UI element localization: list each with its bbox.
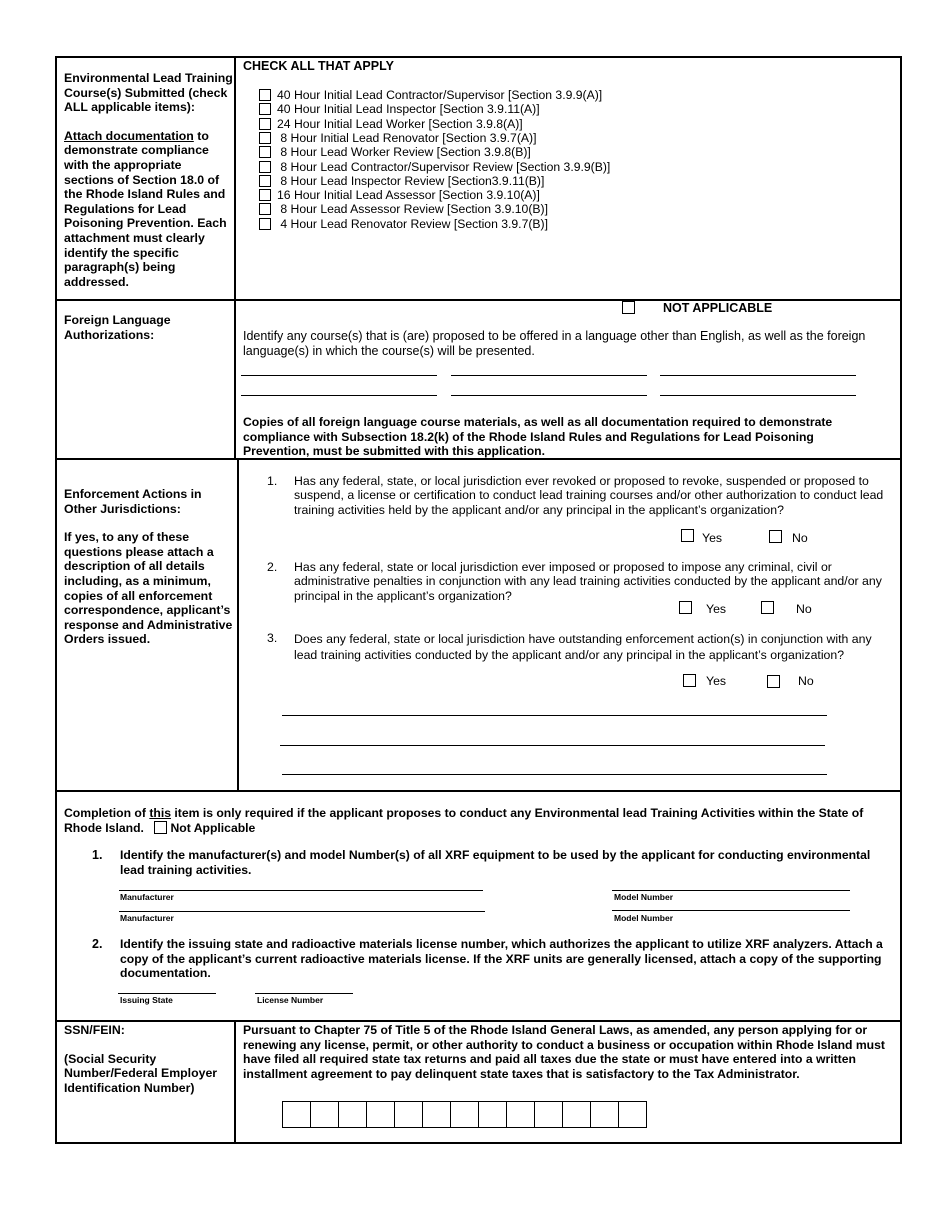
row-divider [57, 1020, 900, 1022]
ssn-digit-box[interactable] [282, 1101, 311, 1128]
model-number-line[interactable] [612, 910, 850, 911]
course-label: 8 Hour Lead Assessor Review [Section 3.9.10(B)] [277, 202, 548, 217]
model-number-caption: Model Number [614, 892, 674, 902]
xrf-not-applicable-label: Not Applicable [170, 820, 256, 835]
tax-compliance-text: Pursuant to Chapter 75 of Title 5 of the Rhode Island General Laws, as amended, any person applying for or renewing any license, permit, or other authority to conduct a business or occupation within Rhode Island must have filed all required state tax returns and paid all taxes due the state or must have entered into a written installment agreement to pay delinquent state taxes that is satisfactory to the Tax Administrator. [243, 1023, 885, 1081]
issuing-state-line[interactable] [118, 993, 216, 994]
ssn-digit-box[interactable] [618, 1101, 647, 1128]
course-checkbox[interactable] [259, 161, 271, 173]
courses-label-attach [64, 129, 234, 290]
course-checkbox[interactable] [259, 189, 271, 201]
foreign-not-applicable-checkbox[interactable] [622, 301, 635, 314]
explanation-line[interactable] [282, 774, 827, 775]
xrf-intro-post: item is only required if the applicant proposes to conduct any Environmental lead Training Activities within the State of Rhode Island. [64, 806, 864, 835]
course-label: 8 Hour Lead Worker Review [Section 3.9.8(B)] [277, 145, 531, 160]
q2-no-checkbox[interactable] [761, 601, 774, 614]
xrf-intro-pre: Completion of [64, 806, 150, 820]
q2-yes-checkbox[interactable] [679, 601, 692, 614]
manufacturer-line[interactable] [119, 890, 483, 891]
q3-no-checkbox[interactable] [767, 675, 780, 688]
course-label: 16 Hour Initial Lead Assessor [Section 3.9.10(A)] [277, 188, 540, 203]
foreign-materials-note: Copies of all foreign language course materials, as well as all documentation required to demonstrate compliance with Subsection 18.2(k) of the Rhode Island Rules and Regulations for Lead Poisoning Prevention, must be submitted with this application. [243, 415, 833, 458]
q3-yes-label: Yes [706, 674, 727, 688]
q1-yes-label: Yes [702, 531, 723, 545]
license-number-caption: License Number [257, 995, 324, 1005]
course-label: 8 Hour Lead Contractor/Supervisor Review [Section 3.9.9(B)] [277, 159, 611, 174]
xrf-intro [64, 806, 894, 835]
course-name-line[interactable] [451, 375, 647, 376]
ssn-digit-box[interactable] [506, 1101, 535, 1128]
question-text: Does any federal, state or local jurisdiction have outstanding enforcement action(s) in conjunction with any lead training activities conducted by the applicant and/or any principal in the applicant’s organization? [294, 632, 872, 662]
xrf-item2-text: Identify the issuing state and radioactive materials license number, which authorizes the applicant to utilize XRF analyzers. Attach a copy of the applicant’s current radioactive materials license. If the XRF units are generally licensed, attach a copy of the supporting documentation. [120, 937, 883, 980]
row-divider [57, 790, 900, 792]
attach-documentation-underlined: Attach documentation [64, 128, 194, 143]
course-name-line[interactable] [241, 375, 437, 376]
ssn-digit-boxes[interactable] [283, 1101, 647, 1128]
license-number-line[interactable] [255, 993, 353, 994]
ssn-digit-box[interactable] [394, 1101, 423, 1128]
manufacturer-line[interactable] [119, 911, 485, 912]
ssn-digit-box[interactable] [590, 1101, 619, 1128]
language-line[interactable] [241, 395, 437, 396]
xrf-item2-number: 2. [92, 937, 103, 951]
foreign-instruction: Identify any course(s) that is (are) proposed to be offered in a language other than English, as well as the foreign language(s) in which the course(s) will be presented. [243, 329, 866, 358]
course-label: 40 Hour Initial Lead Contractor/Supervisor [Section 3.9.9(A)] [277, 88, 603, 102]
question-text: Has any federal, state, or local jurisdiction ever revoked or proposed to revoke, suspended or proposed to suspend, a license or certification to conduct lead training courses and/or other authorization to conduct lead training activities held by the applicant and/or any principal in the applicant’s organization? [294, 474, 884, 517]
language-line[interactable] [451, 395, 647, 396]
courses-label-title: Environmental Lead Training Course(s) Submitted (check ALL applicable items): [64, 71, 233, 115]
q2-no-label: No [796, 602, 812, 616]
course-label: 4 Hour Lead Renovator Review [Section 3.9.7(B)] [277, 216, 548, 231]
ssn-digit-box[interactable] [366, 1101, 395, 1128]
model-number-line[interactable] [612, 890, 850, 891]
row-divider [57, 299, 900, 301]
column-divider [234, 1020, 236, 1144]
model-number-caption: Model Number [614, 913, 674, 923]
column-divider [234, 58, 236, 458]
check-all-heading: CHECK ALL THAT APPLY [243, 59, 394, 73]
explanation-line[interactable] [282, 715, 827, 716]
column-divider [237, 458, 239, 790]
xrf-item1-text: Identify the manufacturer(s) and model Number(s) of all XRF equipment to be used by the applicant for conducting environmental lead training activities. [120, 848, 871, 877]
xrf-not-applicable-checkbox[interactable] [154, 821, 167, 834]
ssn-label [64, 1023, 229, 1095]
course-name-line[interactable] [660, 375, 856, 376]
explanation-line[interactable] [280, 745, 825, 746]
enforcement-label-instruction: If yes, to any of these questions please attach a description of all details including, as a minimum, copies of all enforcement correspondence, applicant’s response and Administrative Orders issued. [64, 530, 233, 647]
course-checkbox[interactable] [259, 132, 271, 144]
course-label: 8 Hour Initial Lead Renovator [Section 3.9.7(A)] [277, 130, 537, 145]
xrf-intro-underlined: this [149, 806, 171, 820]
xrf-item1-number: 1. [92, 848, 103, 862]
course-checkbox[interactable] [259, 203, 271, 215]
q1-no-label: No [792, 531, 808, 545]
ssn-digit-box[interactable] [450, 1101, 479, 1128]
course-checkbox[interactable] [259, 218, 271, 230]
application-form-page [55, 56, 902, 1144]
course-checkbox[interactable] [259, 146, 271, 158]
foreign-label: Foreign Language Authorizations: [64, 313, 171, 342]
ssn-digit-box[interactable] [338, 1101, 367, 1128]
ssn-label-sub: (Social Security Number/Federal Employer Identification Number) [64, 1051, 218, 1095]
manufacturer-caption: Manufacturer [120, 892, 174, 902]
enforcement-label [64, 487, 234, 647]
course-label: 24 Hour Initial Lead Worker [Section 3.9.8(A)] [277, 116, 523, 131]
foreign-not-applicable-label: NOT APPLICABLE [663, 301, 773, 315]
q3-no-label: No [798, 674, 814, 688]
enforcement-label-title: Enforcement Actions in Other Jurisdictions: [64, 487, 202, 516]
ssn-digit-box[interactable] [478, 1101, 507, 1128]
course-checkbox[interactable] [259, 175, 271, 187]
issuing-state-caption: Issuing State [120, 995, 173, 1005]
q2-yes-label: Yes [706, 602, 727, 616]
ssn-label-title: SSN/FEIN: [64, 1023, 125, 1037]
courses-label [64, 71, 234, 289]
ssn-digit-box[interactable] [534, 1101, 563, 1128]
q1-no-checkbox[interactable] [769, 530, 782, 543]
course-label: 40 Hour Initial Lead Inspector [Section 3.9.11(A)] [277, 102, 540, 117]
course-checkbox[interactable] [259, 89, 271, 101]
ssn-digit-box[interactable] [422, 1101, 451, 1128]
language-line[interactable] [660, 395, 856, 396]
ssn-digit-box[interactable] [310, 1101, 339, 1128]
course-checkbox[interactable] [259, 118, 271, 130]
course-checkbox[interactable] [259, 103, 271, 115]
attach-documentation-text: to demonstrate compliance with the appropriate sections of Section 18.0 of the Rhode Island Rules and Regulations for Lead Poisoning Prevention. Each attachment must clearly identify the specific paragraph(s) being addressed. [64, 128, 227, 289]
q3-yes-checkbox[interactable] [683, 674, 696, 687]
ssn-digit-box[interactable] [562, 1101, 591, 1128]
question-number: 1. [267, 474, 278, 488]
course-label: 8 Hour Lead Inspector Review [Section3.9.11(B)] [277, 173, 545, 188]
q1-yes-checkbox[interactable] [681, 529, 694, 542]
question-text: Has any federal, state or local jurisdiction ever imposed or proposed to impose any criminal, civil or administrative penalties in conjunction with any lead training activities conducted by the applicant and/or any principal in the applicant’s organization? [294, 560, 882, 603]
question-number: 2. [267, 560, 278, 574]
manufacturer-caption: Manufacturer [120, 913, 174, 923]
question-number: 3. [267, 631, 278, 645]
